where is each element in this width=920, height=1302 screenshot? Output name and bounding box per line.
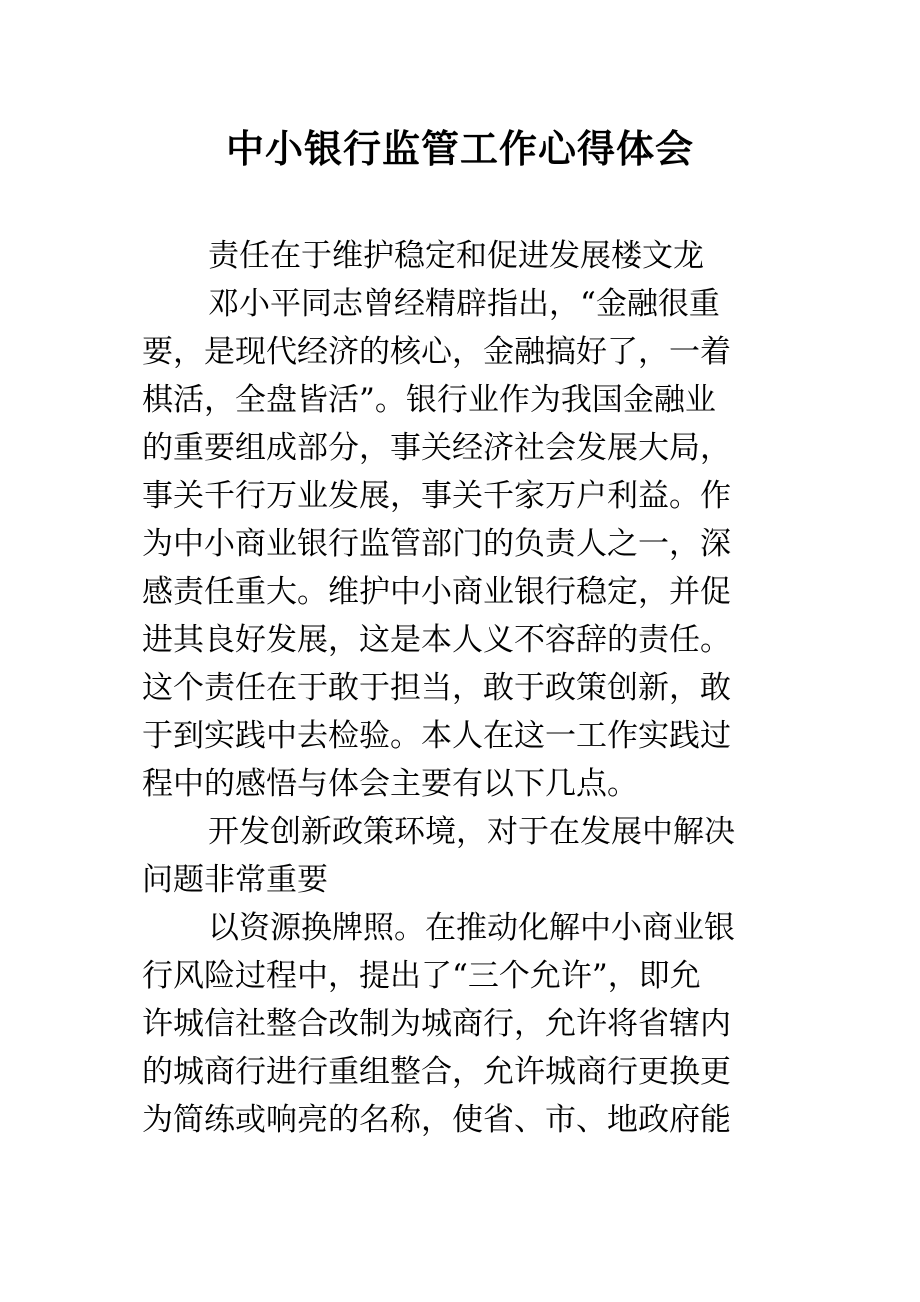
body-line: 行风险过程中，提出了“三个允许”，即允 [142,958,701,994]
body-line: 程中的感悟与体会主要有以下几点。 [142,766,638,802]
body-line: 感责任重大。维护中小商业银行稳定，并促 [142,574,731,610]
body-line: 于到实践中去检验。本人在这一工作实践过 [142,718,731,754]
body-line: 责任在于维护稳定和促进发展楼文龙 [208,238,704,274]
body-line: 为中小商业银行监管部门的负责人之一，深 [142,526,731,562]
body-line: 邓小平同志曾经精辟指出，“金融很重 [208,286,720,322]
body-line: 开发创新政策环境，对于在发展中解决 [208,814,735,850]
body-line: 这个责任在于敢于担当，敢于政策创新，敢 [142,670,731,706]
body-line: 的城商行进行重组整合，允许城商行更换更 [142,1054,731,1090]
body-line: 问题非常重要 [142,862,328,898]
body-line: 的重要组成部分，事关经济社会发展大局， [142,430,731,466]
body-line: 许城信社整合改制为城商行，允许将省辖内 [142,1006,731,1042]
body-line: 事关千行万业发展，事关千家万户利益。作 [142,478,731,514]
body-line: 以资源换牌照。在推动化解中小商业银 [208,910,735,946]
body-line: 棋活，全盘皆活”。银行业作为我国金融业 [142,382,716,418]
body-line: 为简练或响亮的名称，使省、市、地政府能 [142,1102,731,1138]
document-body [142,232,792,1144]
body-line: 进其良好发展，这是本人义不容辞的责任。 [142,622,731,658]
document-title: 中小银行监管工作心得体会 [225,126,694,171]
body-line: 要，是现代经济的核心，金融搞好了，一着 [142,334,731,370]
